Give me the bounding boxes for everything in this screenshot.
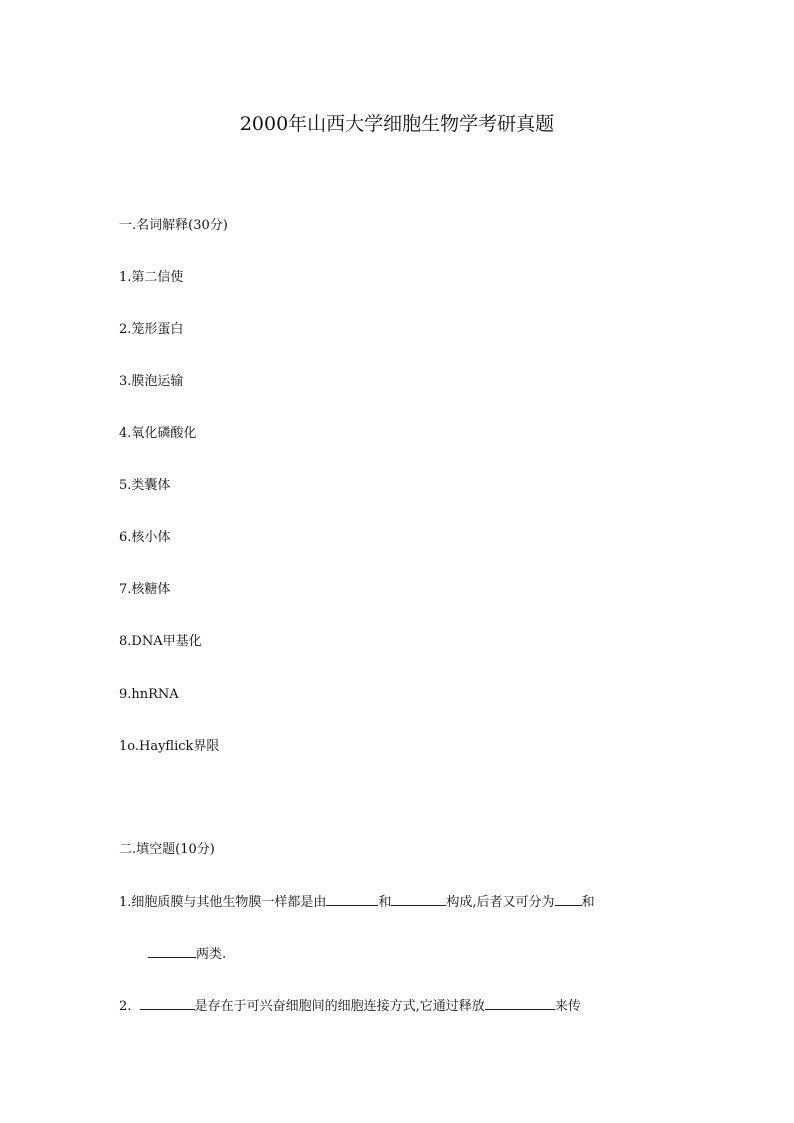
q2-text-b: 来传 — [554, 999, 581, 1014]
question-1-line-1 — [119, 893, 595, 912]
question-1-line-2 — [148, 945, 226, 964]
q1-text-a: 1.细胞质膜与其他生物膜一样都是由 — [119, 895, 327, 910]
answer-blank — [555, 893, 582, 906]
answer-blank — [391, 893, 446, 906]
term-item: 8.DNA甲基化 — [119, 634, 202, 649]
answer-blank — [326, 893, 378, 906]
term-item: 1o.Hayflick界限 — [119, 739, 220, 754]
term-item: 3.膜泡运输 — [119, 374, 184, 389]
section-heading-fill-in: 二.填空题(10分) — [119, 842, 215, 857]
term-item: 9.hnRNA — [119, 687, 179, 702]
term-item: 6.核小体 — [119, 530, 171, 545]
page-title: 2000年山西大学细胞生物学考研真题 — [239, 113, 555, 135]
q2-number: 2. — [119, 999, 132, 1014]
q1-text-d: 和 — [581, 895, 595, 910]
question-2-line-1 — [119, 997, 581, 1016]
term-item: 5.类囊体 — [119, 478, 171, 493]
term-item: 7.核糖体 — [119, 582, 171, 597]
term-item: 1.第二信使 — [119, 270, 184, 285]
answer-blank — [140, 997, 195, 1010]
q1-text-c: 构成,后者又可分为 — [446, 895, 555, 910]
term-item: 2.笼形蛋白 — [119, 322, 184, 337]
q2-text-a: 是存在于可兴奋细胞间的细胞连接方式,它通过释放 — [194, 999, 485, 1014]
answer-blank — [485, 997, 555, 1010]
answer-blank — [148, 945, 196, 958]
q1-text-b: 和 — [378, 895, 392, 910]
section-heading-definitions: 一.名词解释(30分) — [119, 218, 228, 233]
q1-text-end: 两类. — [196, 947, 227, 962]
term-item: 4.氧化磷酸化 — [119, 426, 197, 441]
